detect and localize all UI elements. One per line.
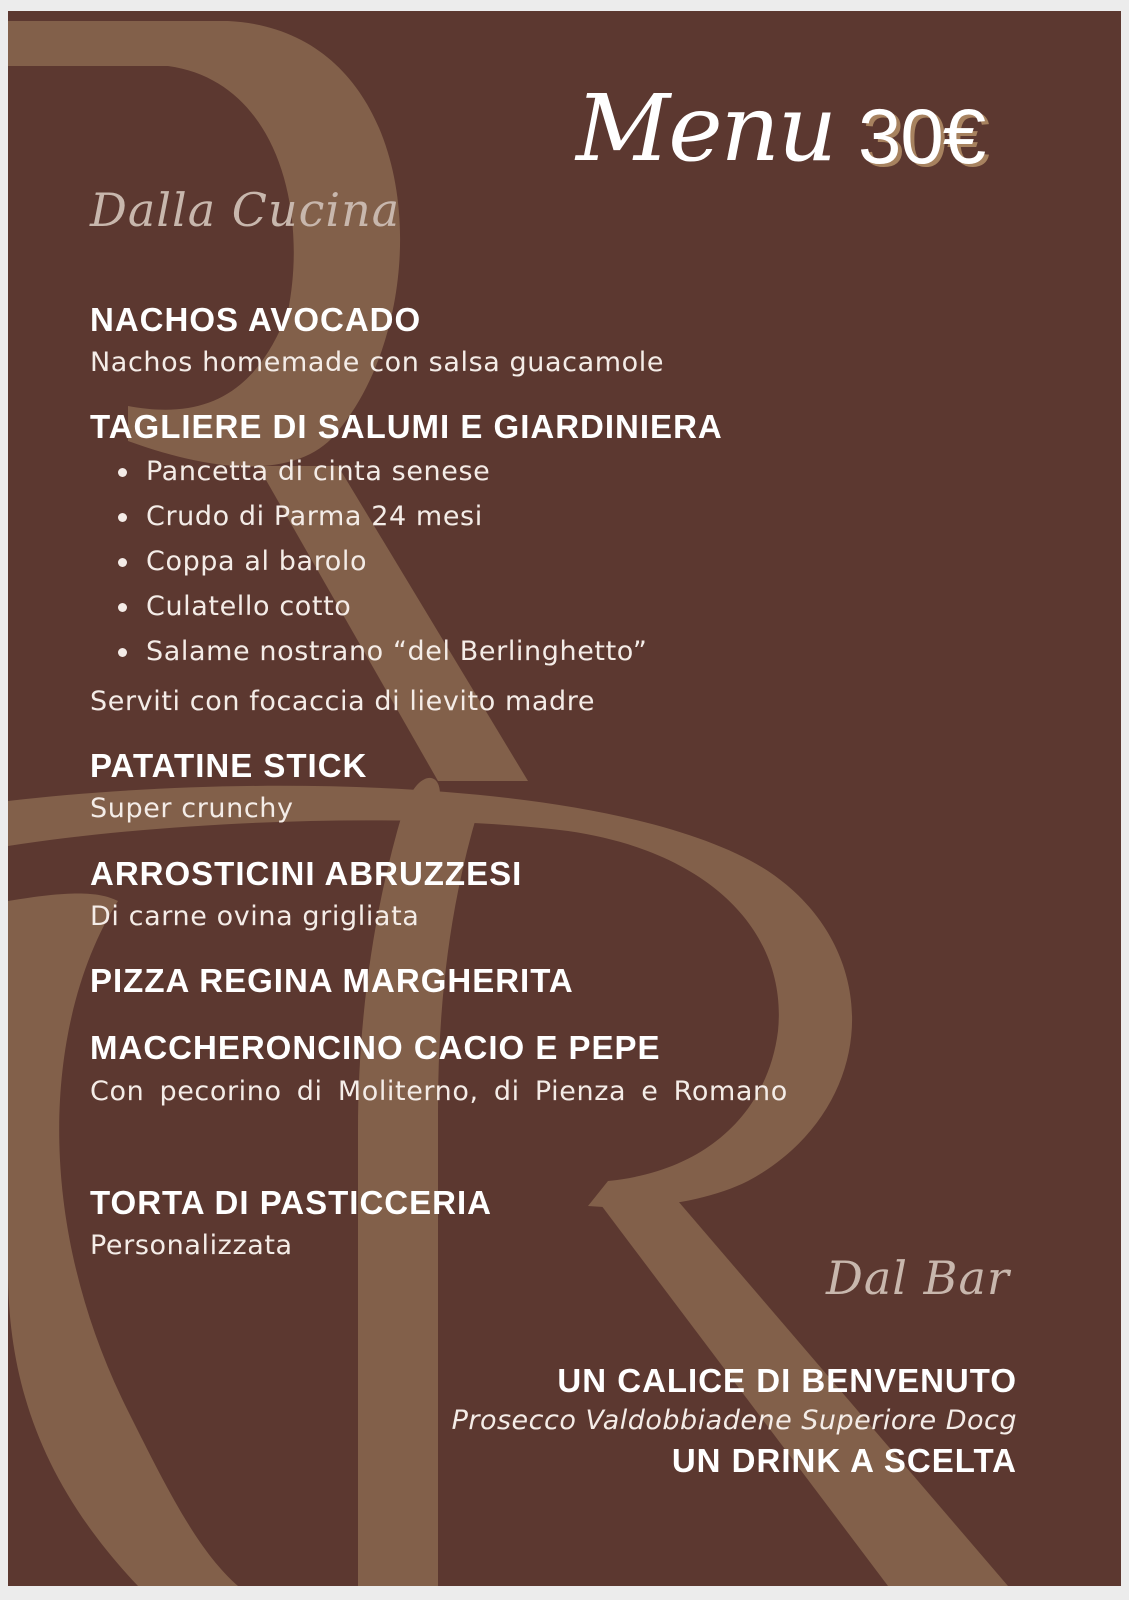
item-title: NACHOS AVOCADO [90, 301, 422, 338]
menu-title-script: Menu [576, 75, 836, 182]
list-item [112, 629, 648, 674]
bullet-icon [118, 603, 127, 612]
welcome-desc: Prosecco Valdobbiadene Superiore Docg [451, 1405, 1017, 1436]
item-desc: Personalizzata [90, 1230, 293, 1261]
drink-title: UN DRINK A SCELTA [671, 1442, 1017, 1479]
item-desc: Nachos homemade con salsa guacamole [90, 347, 665, 378]
list-item-label: Pancetta di cinta senese [146, 456, 491, 487]
menu-content [8, 11, 1121, 1586]
item-title: PIZZA REGINA MARGHERITA [90, 962, 574, 999]
item-desc: Serviti con focaccia di lievito madre [90, 686, 596, 717]
item-desc: Di carne ovina grigliata [90, 901, 420, 932]
bullet-icon [118, 558, 127, 567]
bullet-icon [118, 513, 127, 522]
menu-title [576, 75, 1096, 193]
list-item [112, 584, 648, 629]
menu-price: 30€ [858, 92, 986, 180]
list-item [112, 539, 648, 584]
platter-list [112, 449, 648, 674]
list-item [112, 449, 648, 494]
list-item-label: Culatello cotto [146, 591, 352, 622]
bar-section-label: Dal Bar [826, 1251, 1010, 1305]
item-title: TORTA DI PASTICCERIA [90, 1184, 492, 1221]
item-title: TAGLIERE DI SALUMI E GIARDINIERA [90, 408, 723, 445]
menu-page [8, 11, 1121, 1586]
item-title: PATATINE STICK [90, 747, 368, 784]
bullet-icon [118, 648, 127, 657]
list-item-label: Crudo di Parma 24 mesi [146, 501, 483, 532]
list-item-label: Salame nostrano “del Berlinghetto” [146, 636, 648, 667]
bullet-icon [118, 468, 127, 477]
list-item [112, 494, 648, 539]
item-title: ARROSTICINI ABRUZZESI [90, 855, 523, 892]
item-desc: Super crunchy [90, 793, 294, 824]
bar-offer [452, 1361, 1017, 1481]
kitchen-section-label: Dalla Cucina [90, 183, 401, 237]
item-title: MACCHERONCINO CACIO E PEPE [90, 1029, 661, 1066]
item-desc: Con pecorino di Moliterno, di Pienza e Romano [90, 1076, 788, 1107]
welcome-title: UN CALICE DI BENVENUTO [557, 1362, 1017, 1399]
list-item-label: Coppa al barolo [146, 546, 368, 577]
